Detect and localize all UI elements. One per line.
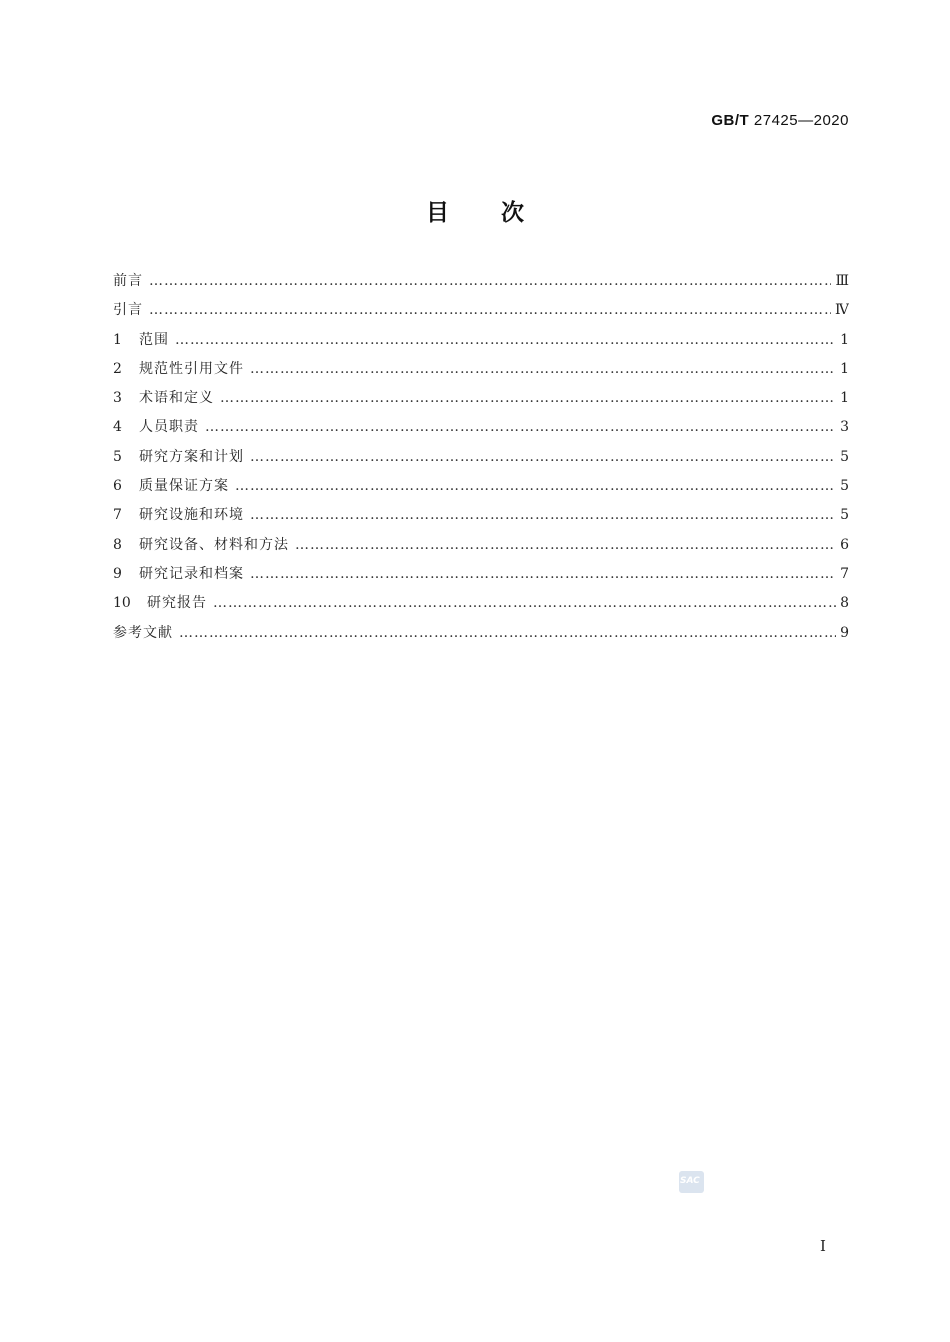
toc-leader <box>149 302 831 318</box>
toc-entry-2[interactable] <box>113 358 849 387</box>
toc-entry-1[interactable] <box>113 329 849 358</box>
page-title <box>0 194 950 227</box>
toc-entry-page: 1 <box>840 360 849 377</box>
toc-entry-label: 质量保证方案 <box>139 478 229 495</box>
toc-entry-label: 参考文献 <box>113 624 173 641</box>
toc-entry-page: Ⅳ <box>835 302 849 319</box>
toc-entry-page: 6 <box>840 536 849 553</box>
toc-leader <box>250 361 836 377</box>
toc-entry-number: 3 <box>113 390 122 407</box>
toc-entry-9[interactable] <box>113 563 849 592</box>
toc-leader <box>175 332 836 348</box>
toc-entry-page: 9 <box>840 624 849 641</box>
toc-entry-number: 5 <box>113 448 122 465</box>
toc-entry-label: 研究设备、材料和方法 <box>139 536 289 553</box>
toc-leader <box>149 273 831 289</box>
toc-entry-label: 引言 <box>113 302 143 319</box>
toc-leader <box>250 566 836 582</box>
standard-code: 27425—2020 <box>753 112 849 129</box>
toc-entry-8[interactable] <box>113 534 849 563</box>
toc-entry-number: 6 <box>113 478 122 495</box>
page-title-left: 目 <box>426 200 449 226</box>
sac-logo-text: SAC <box>680 1176 700 1186</box>
toc-entry-page: 1 <box>840 331 849 348</box>
toc-entry-page: 5 <box>840 507 849 524</box>
toc-entry-3[interactable] <box>113 387 849 416</box>
standard-prefix: GB/T <box>711 112 750 129</box>
toc-entry-label: 研究报告 <box>147 595 207 612</box>
toc-entry-page: 7 <box>840 565 849 582</box>
toc-entry-page: 5 <box>840 448 849 465</box>
toc-entry-number: 8 <box>113 536 122 553</box>
toc-entry-number: 2 <box>113 360 122 377</box>
toc-leader <box>235 478 836 494</box>
toc-entry-label: 研究方案和计划 <box>139 448 244 465</box>
toc-leader <box>250 507 836 523</box>
toc-entry-label: 规范性引用文件 <box>139 360 244 377</box>
toc-entry-page: Ⅲ <box>835 273 849 289</box>
page-title-right: 次 <box>501 200 524 226</box>
toc-entry-page: 1 <box>840 390 849 407</box>
toc-entry-number: 9 <box>113 565 122 582</box>
toc-leader <box>250 449 836 465</box>
toc-entry-page: 5 <box>840 478 849 495</box>
toc-entry-label: 研究设施和环境 <box>139 507 244 524</box>
sac-logo-icon <box>679 1171 704 1193</box>
page-number: Ⅰ <box>820 1237 826 1255</box>
toc-entry-4[interactable] <box>113 416 849 445</box>
toc-entry-label: 范围 <box>139 331 169 348</box>
toc-entry-page: 8 <box>840 595 849 612</box>
toc-leader <box>220 390 836 406</box>
toc-entry-7[interactable] <box>113 504 849 533</box>
table-of-contents <box>113 270 849 651</box>
toc-leader <box>205 419 836 435</box>
toc-entry-label: 研究记录和档案 <box>139 565 244 582</box>
toc-entry-label: 术语和定义 <box>139 390 214 407</box>
toc-entry-number: 4 <box>113 419 122 436</box>
toc-entry-introduction[interactable] <box>113 299 849 328</box>
toc-entry-number: 1 <box>113 331 122 348</box>
toc-entry-number: 7 <box>113 507 122 524</box>
toc-leader <box>295 537 836 553</box>
toc-entry-page: 3 <box>840 419 849 436</box>
toc-entry-label: 人员职责 <box>139 419 199 436</box>
toc-leader <box>213 595 836 611</box>
toc-entry-5[interactable] <box>113 446 849 475</box>
toc-entry-6[interactable] <box>113 475 849 504</box>
toc-entry-label: 前言 <box>113 273 143 289</box>
toc-entry-foreword[interactable] <box>113 270 849 299</box>
toc-entry-bibliography[interactable] <box>113 622 849 651</box>
toc-leader <box>179 625 836 641</box>
toc-entry-10[interactable] <box>113 592 849 621</box>
standard-number <box>711 112 849 129</box>
toc-entry-number: 10 <box>113 595 131 612</box>
